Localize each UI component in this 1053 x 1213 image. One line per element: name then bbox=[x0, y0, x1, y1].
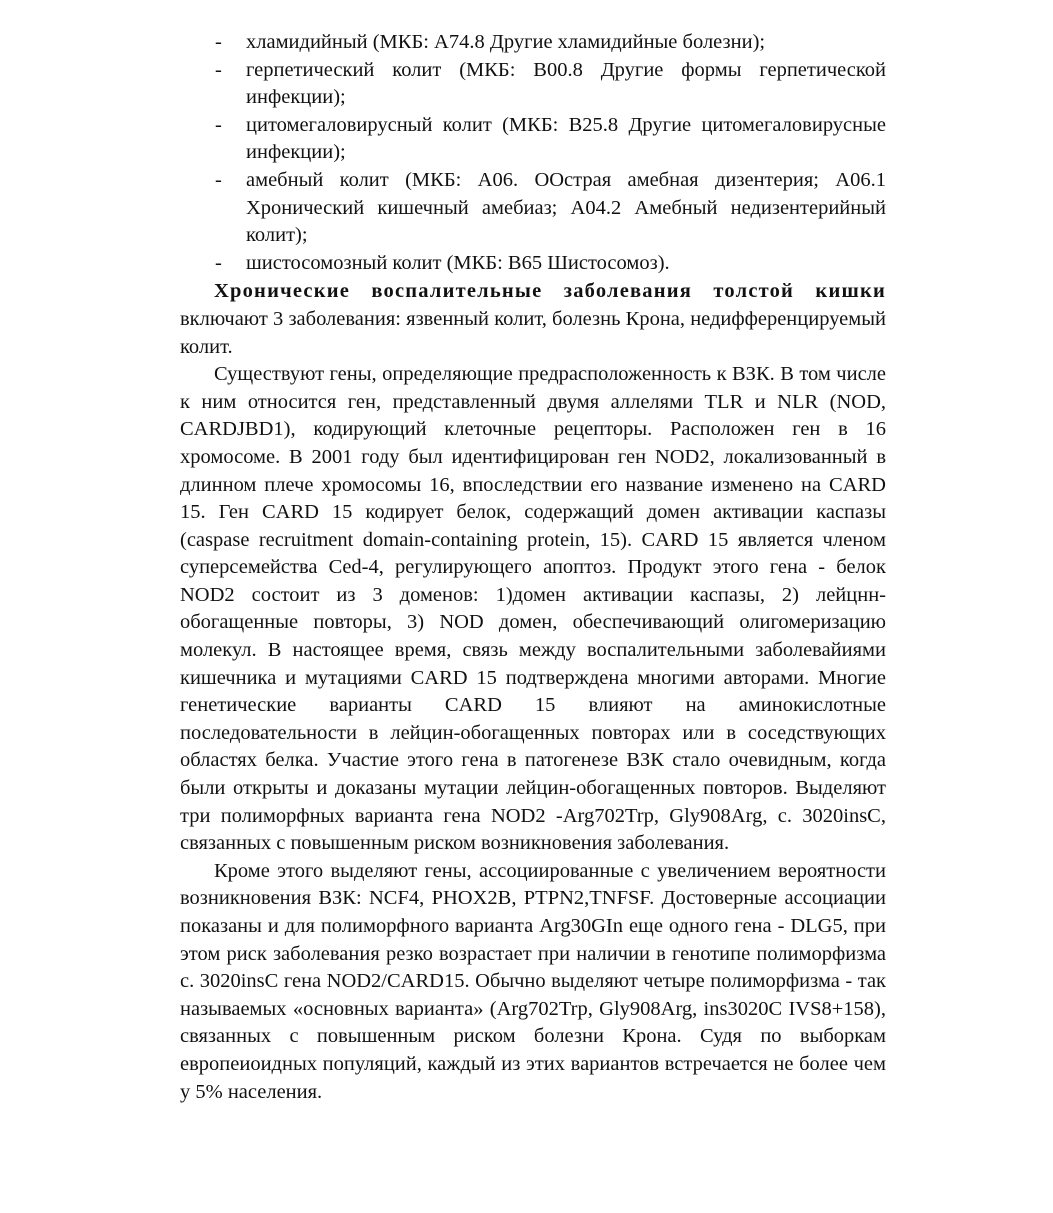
list-item-text: герпетический колит (МКБ: В00.8 Другие формы герпетической инфекции); bbox=[246, 58, 886, 109]
list-item-text: хламидийный (МКБ: А74.8 Другие хламидийные болезни); bbox=[246, 31, 766, 53]
list-marker: - bbox=[215, 58, 222, 81]
list-marker: - bbox=[215, 113, 222, 136]
paragraph-genes: Существуют гены, определяющие предрасположенность к ВЗК. В том числе к ним относится ген, представленный двумя аллелями TLR и NLR (NOD, CARDJBD1), кодирующий клеточные рецепторы. Расположен ген в 16 хромосоме. В 2001 году был идентифицирован ген NOD2, локализованный в длинном плече хромосомы 16, впоследствии его название изменено на CARD 15. Ген CARD 15 кодирует белок, содержащий домен активации каспазы (caspase recruitment domain-containing protein, 15). CARD 15 является членом суперсемейства Ced-4, регулирующего апоптоз. Продукт этого гена - белок NOD2 состоит из 3 доменов: 1)домен активации каспазы, 2) лейцнн-обогащенные повторы, 3) NOD домен, обеспечивающий олигомеризацию молекул. В настоящее время, связь между воспалительными заболевайиями кишечника и мутациями CARD 15 подтверждена многими авторами. Многие генетические варианты CARD 15 влияют на аминокислотные последовательности в лейцин-обогащенных повторах или в соседствующих областях белка. Участие этого гена в патогенезе ВЗК стало очевидным, когда были открыты и доказаны мутации лейцин-обогащенных повторов. Выделяют три полиморфных варианта гена NOD2 -Arg702Trp, Gly908Arg, с. 3020insC, связанных с повышенным риском возникновения заболевания. bbox=[180, 363, 886, 855]
paragraph-text: включают 3 заболевания: язвенный колит, болезнь Крона, недифференцируемый колит. bbox=[180, 307, 886, 358]
list-item bbox=[180, 57, 886, 112]
list-marker: - bbox=[215, 251, 222, 274]
paragraph-associated-genes: Кроме этого выделяют гены, ассоциированные с увеличением вероятности возникновения ВЗК: NCF4, PHOX2B, PTPN2,TNFSF. Достоверные ассоциации показаны и для полиморфного варианта Arg30GIn еще одного гена - DLG5, при этом риск заболевания резко возрастает при наличии в генотипе полиморфизма с. 3020insC гена NOD2/CARD15. Обычно выделяют четыре полиморфизма - так называемых «основных варианта» (Arg702Trp, Gly908Arg, ins3020C IVS8+158), связанных с повышенным риском болезни Крона. Судя по выборкам европеиоидных популяций, каждый из этих вариантов встречается не более чем у 5% населения. bbox=[180, 859, 886, 1103]
list-marker: - bbox=[215, 168, 222, 191]
document-page bbox=[180, 29, 886, 1106]
differential-list bbox=[180, 29, 886, 277]
list-item-text: цитомегаловирусный колит (МКБ: В25.8 Другие цитомегаловирусные инфекции); bbox=[246, 113, 886, 164]
list-item-text: шистосомозный колит (МКБ: В65 Шистосомоз). bbox=[246, 251, 670, 274]
paragraph-lead-term: Хронические воспалительные заболевания толстой кишки bbox=[214, 280, 886, 303]
list-marker: - bbox=[215, 31, 222, 53]
list-item bbox=[180, 29, 886, 57]
list-item bbox=[180, 112, 886, 167]
paragraph-ibd-definition bbox=[180, 278, 886, 361]
list-item-text: амебный колит (МКБ: А06. ООстрая амебная дизентерия; А06.1 Хронический кишечный амебиаз; А04.2 Амебный недизентерийный колит); bbox=[246, 168, 886, 247]
list-item bbox=[180, 250, 886, 278]
list-item bbox=[180, 167, 886, 250]
